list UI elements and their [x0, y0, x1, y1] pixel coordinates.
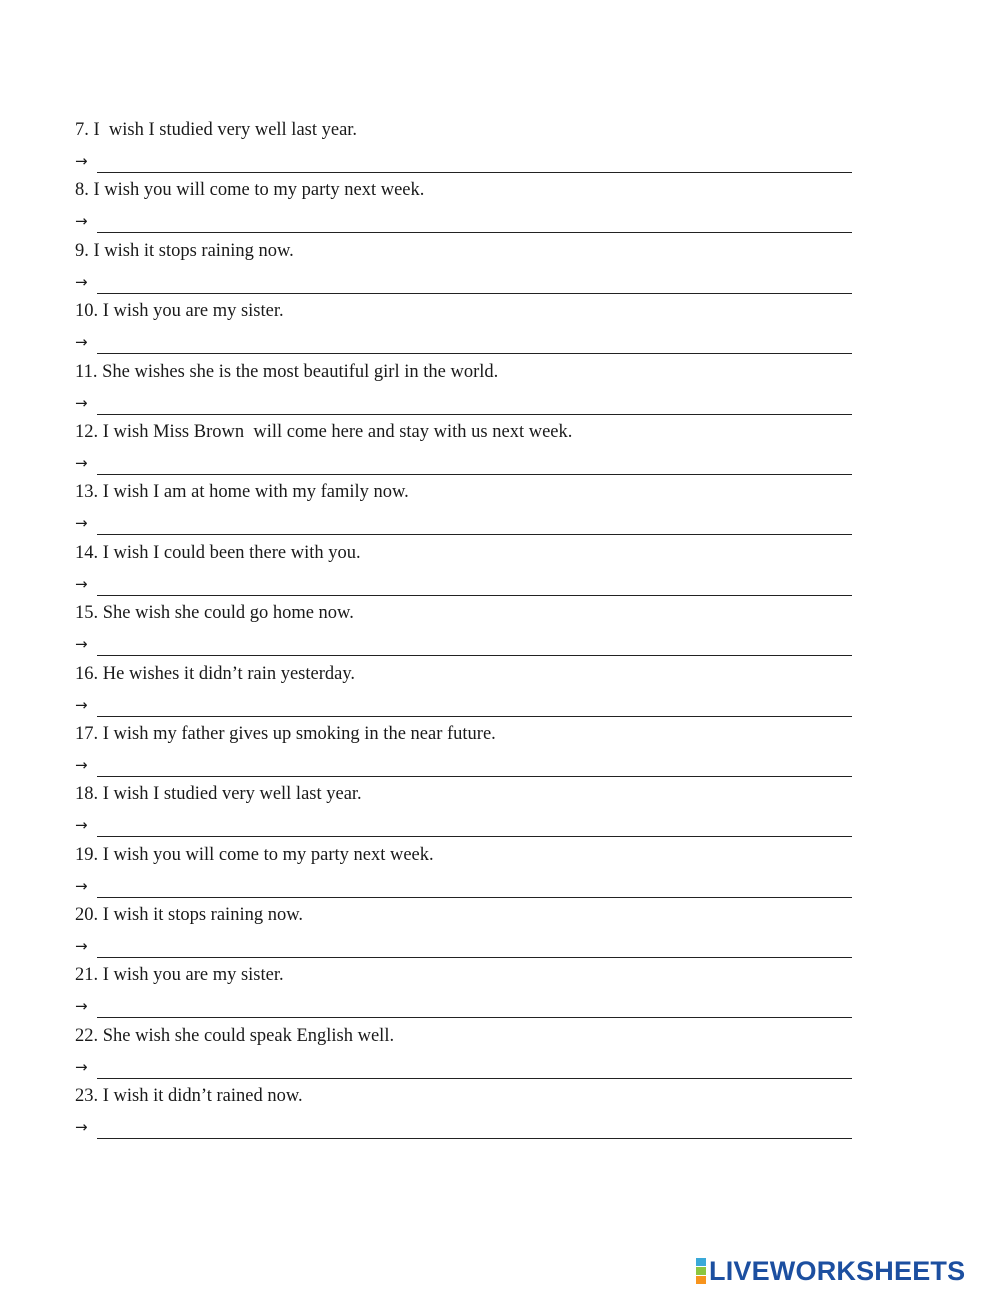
logo-mark-icon: [696, 1258, 706, 1284]
question-number: 18.: [75, 784, 99, 805]
answer-row: [75, 148, 852, 174]
exercise-item: [75, 722, 855, 782]
answer-blank[interactable]: [97, 152, 852, 173]
arrow-right-icon: →: [75, 393, 88, 412]
exercise-item: [75, 178, 855, 238]
question-sentence: I wish my father gives up smoking in the near future.: [102, 723, 496, 744]
answer-blank[interactable]: [97, 333, 852, 354]
exercise-item: [75, 541, 855, 601]
question-text: [75, 299, 284, 323]
exercise-item: [75, 299, 855, 359]
question-number: 23.: [75, 1086, 99, 1107]
arrow-right-icon: →: [75, 333, 88, 352]
question-text: [75, 239, 294, 263]
exercise-item: [75, 360, 855, 420]
question-number: 11.: [75, 361, 98, 382]
question-text: [75, 843, 434, 867]
arrow-right-icon: →: [75, 695, 88, 714]
answer-row: [75, 208, 852, 234]
arrow-right-icon: →: [75, 755, 88, 774]
question-sentence: I wish it stops raining now.: [93, 240, 294, 261]
question-sentence: I wish I studied very well last year.: [93, 120, 358, 140]
arrow-right-icon: →: [75, 876, 88, 895]
question-number: 15.: [75, 603, 99, 624]
answer-row: [75, 571, 852, 597]
answer-row: [75, 269, 852, 295]
answer-blank[interactable]: [97, 454, 852, 475]
question-number: 10.: [75, 301, 99, 322]
exercise-item: [75, 118, 855, 178]
question-number: 9.: [75, 240, 89, 261]
question-text: [75, 178, 424, 202]
question-text: [75, 118, 357, 142]
arrow-right-icon: →: [75, 514, 88, 533]
question-sentence: I wish you will come to my party next week.: [102, 844, 434, 865]
question-sentence: She wish she could speak English well.: [102, 1025, 395, 1046]
arrow-right-icon: →: [75, 152, 88, 170]
question-sentence: I wish I could been there with you.: [102, 542, 361, 563]
question-number: 14.: [75, 542, 99, 563]
question-number: 21.: [75, 965, 99, 986]
question-text: [75, 662, 355, 686]
question-sentence: He wishes it didn’t rain yesterday.: [102, 663, 356, 684]
question-sentence: I wish it didn’t rained now.: [102, 1086, 303, 1107]
exercise-item: [75, 420, 855, 480]
exercise-item: [75, 1084, 855, 1144]
arrow-right-icon: →: [75, 1118, 88, 1137]
answer-blank[interactable]: [97, 1058, 852, 1079]
question-sentence: She wishes she is the most beautiful girl in the world.: [102, 361, 499, 382]
exercise-item: [75, 782, 855, 842]
answer-row: [75, 329, 852, 355]
question-number: 20.: [75, 905, 99, 926]
question-sentence: I wish I am at home with my family now.: [102, 482, 409, 503]
question-text: [75, 722, 496, 746]
question-text: [75, 541, 361, 565]
exercise-item: [75, 963, 855, 1023]
answer-row: [75, 873, 852, 899]
worksheet: [75, 118, 855, 1145]
question-text: [75, 420, 572, 444]
answer-blank[interactable]: [97, 756, 852, 777]
question-text: [75, 903, 303, 927]
answer-blank[interactable]: [97, 816, 852, 837]
answer-blank[interactable]: [97, 212, 852, 233]
arrow-right-icon: →: [75, 937, 88, 956]
exercise-item: [75, 843, 855, 903]
logo-block-middle: [696, 1267, 706, 1275]
exercise-item: [75, 239, 855, 299]
answer-blank[interactable]: [97, 877, 852, 898]
answer-row: [75, 812, 852, 838]
exercise-item: [75, 1024, 855, 1084]
arrow-right-icon: →: [75, 635, 88, 654]
answer-blank[interactable]: [97, 635, 852, 656]
question-sentence: I wish you will come to my party next week.: [93, 180, 425, 201]
arrow-right-icon: →: [75, 997, 88, 1016]
question-sentence: I wish Miss Brown will come here and stay with us next week.: [102, 421, 573, 442]
answer-row: [75, 752, 852, 778]
answer-row: [75, 692, 852, 718]
question-number: 12.: [75, 421, 99, 442]
exercise-item: [75, 601, 855, 661]
question-text: [75, 1084, 303, 1108]
answer-row: [75, 390, 852, 416]
answer-blank[interactable]: [97, 514, 852, 535]
answer-row: [75, 1054, 852, 1080]
arrow-right-icon: →: [75, 1057, 88, 1076]
answer-blank[interactable]: [97, 1118, 852, 1139]
question-number: 16.: [75, 663, 99, 684]
answer-row: [75, 993, 852, 1019]
arrow-right-icon: →: [75, 212, 88, 231]
exercise-item: [75, 903, 855, 963]
question-number: 7.: [75, 120, 89, 140]
question-text: [75, 360, 498, 384]
question-sentence: I wish you are my sister.: [102, 301, 284, 322]
question-number: 17.: [75, 723, 99, 744]
logo-block-top: [696, 1258, 706, 1266]
answer-row: [75, 631, 852, 657]
answer-blank[interactable]: [97, 394, 852, 415]
arrow-right-icon: →: [75, 272, 88, 291]
liveworksheets-logo: [696, 1254, 965, 1288]
answer-blank[interactable]: [97, 937, 852, 958]
question-number: 8.: [75, 180, 89, 201]
arrow-right-icon: →: [75, 816, 88, 835]
question-number: 22.: [75, 1025, 99, 1046]
answer-row: [75, 933, 852, 959]
question-text: [75, 601, 354, 625]
logo-block-bottom: [696, 1276, 706, 1284]
answer-row: [75, 510, 852, 536]
question-sentence: I wish I studied very well last year.: [102, 784, 362, 805]
arrow-right-icon: →: [75, 574, 88, 593]
question-number: 19.: [75, 844, 99, 865]
question-sentence: I wish it stops raining now.: [102, 905, 303, 926]
question-sentence: I wish you are my sister.: [102, 965, 284, 986]
arrow-right-icon: →: [75, 453, 88, 472]
exercise-item: [75, 662, 855, 722]
answer-blank[interactable]: [97, 575, 852, 596]
question-text: [75, 963, 284, 987]
question-text: [75, 782, 362, 806]
question-text: [75, 1024, 394, 1048]
answer-blank[interactable]: [97, 696, 852, 717]
answer-blank[interactable]: [97, 997, 852, 1018]
brand-name: LIVEWORKSHEETS: [709, 1256, 966, 1286]
answer-blank[interactable]: [97, 273, 852, 294]
question-number: 13.: [75, 482, 99, 503]
exercise-item: [75, 480, 855, 540]
question-text: [75, 480, 409, 504]
answer-row: [75, 450, 852, 476]
question-sentence: She wish she could go home now.: [102, 603, 354, 624]
answer-row: [75, 1114, 852, 1140]
